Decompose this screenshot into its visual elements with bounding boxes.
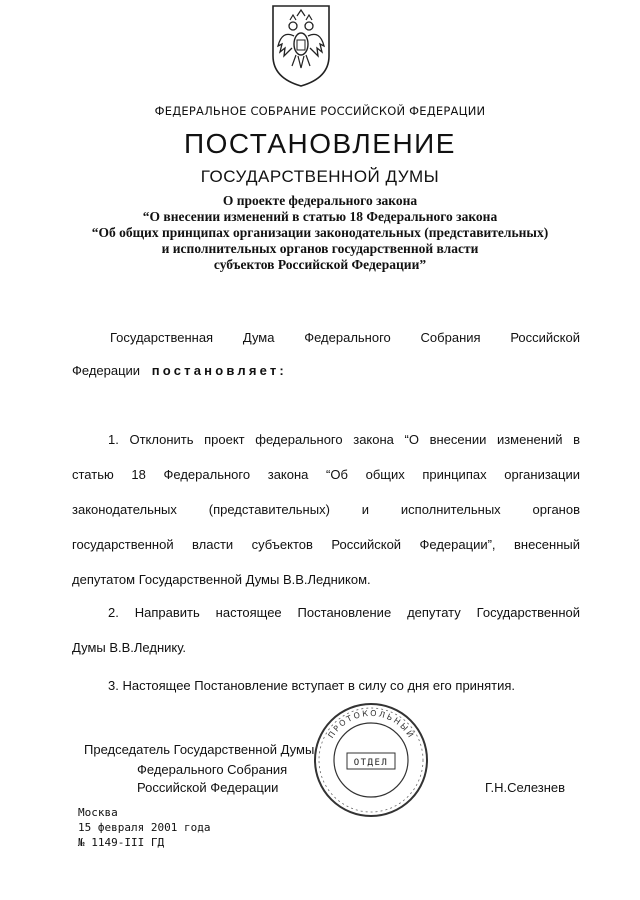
subject-line: “Об общих принципах организации законодательных (представительных) xyxy=(91,225,549,240)
point-1-line: статью 18 Федерального закона “Об общих принципах организации xyxy=(72,467,580,482)
document-footer xyxy=(78,805,210,850)
signatory-position: Российской Федерации xyxy=(137,780,279,795)
document-title: ПОСТАНОВЛЕНИЕ xyxy=(184,128,456,159)
point-2-line: Думы В.В.Леднику. xyxy=(72,640,187,655)
preamble-line: Государственная Дума Федерального Собрания Российской xyxy=(110,330,580,345)
point-2-line: 2. Направить настоящее Постановление депутату Государственной xyxy=(108,605,580,620)
footer-date: 15 февраля 2001 года xyxy=(78,821,211,834)
preamble-prefix: Федерации xyxy=(72,363,141,378)
resolution-verb: постановляет: xyxy=(151,363,287,378)
subject-line: “О внесении изменений в статью 18 Федерального закона xyxy=(142,209,498,224)
footer-number: № 1149-III ГД xyxy=(78,836,165,849)
footer-city: Москва xyxy=(78,806,118,819)
signatory-name: Г.Н.Селезнев xyxy=(485,780,566,795)
subject-line: О проекте федерального закона xyxy=(222,193,418,208)
signatory-position: Председатель Государственной Думы xyxy=(84,742,315,757)
subject-line: и исполнительных органов государственной власти xyxy=(161,241,479,256)
point-3-line: 3. Настоящее Постановление вступает в силу со дня его принятия. xyxy=(108,678,516,693)
point-1-line: депутатом Государственной Думы В.В.Ледником. xyxy=(72,572,371,587)
point-1-line: законодательных (представительных) и исполнительных органов xyxy=(72,502,580,517)
coat-of-arms-emblem xyxy=(268,2,334,88)
stamp-center-text: ОТДЕЛ xyxy=(353,758,389,768)
document-subtitle: ГОСУДАРСТВЕННОЙ ДУМЫ xyxy=(200,167,440,186)
point-1-line: 1. Отклонить проект федерального закона “О внесении изменений в xyxy=(108,432,580,447)
stamp-ring-text: ПРОТОКОЛЬНЫЙ xyxy=(326,708,417,741)
document-subject xyxy=(60,193,580,273)
preamble-line xyxy=(72,363,580,378)
subject-line: субъектов Российской Федерации” xyxy=(213,257,427,272)
official-stamp xyxy=(311,700,431,820)
organization-header: ФЕДЕРАЛЬНОЕ СОБРАНИЕ РОССИЙСКОЙ ФЕДЕРАЦИИ xyxy=(154,104,486,118)
point-1-line: государственной власти субъектов Российской Федерации”, внесенный xyxy=(72,537,580,552)
signatory-position: Федерального Собрания xyxy=(137,762,288,777)
